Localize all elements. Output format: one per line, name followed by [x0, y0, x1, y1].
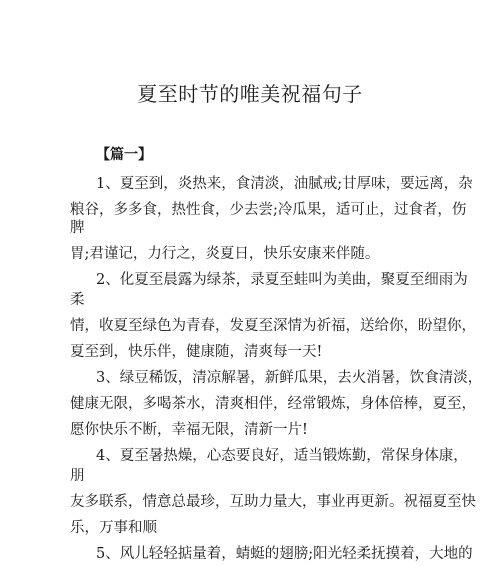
document-title: 夏至时节的唯美祝福句子: [137, 82, 363, 106]
paragraph-line: 5、风儿轻轻掂量着，蜻蜓的翅膀;阳光轻柔抚摸着，大地的: [96, 546, 473, 562]
paragraph-line: 柔: [70, 292, 85, 308]
paragraph-line: 乐，万事和顺: [70, 520, 157, 536]
paragraph-line: 胃;君谨记，力行之，炎夏日，快乐安康来伴随。: [70, 246, 380, 262]
section-heading: 【篇一】: [96, 147, 152, 163]
paragraph-line: 愿你快乐不断，幸福无限，清新一片!: [70, 422, 308, 438]
paragraph-line: 夏至到，快乐伴，健康随，清爽每一天!: [70, 344, 323, 360]
paragraph-line: 粮谷，多多食，热性食，少去尝;冷瓜果，适可止，过食者，伤: [70, 202, 467, 218]
paragraph-line: 情，收夏至绿色为青春，发夏至深情为祈福，送给你，盼望你，: [70, 318, 476, 334]
paragraph-line: 朋: [70, 468, 85, 484]
paragraph-line: 3、绿豆稀饭，清凉解暑，新鲜瓜果，去火消暑，饮食清淡，: [96, 370, 483, 386]
paragraph-line: 4、夏至暑热燥，心态要良好，适当锻炼勤，常保身体康，: [96, 448, 468, 464]
paragraph-line: 健康无限，多喝茶水，清爽相伴，经常锻炼，身体倍棒，夏至，: [70, 396, 476, 412]
paragraph-line: 友多联系，情意总最珍，互助力量大，事业再更新。祝福夏至快: [70, 494, 476, 510]
paragraph-line: 2、化夏至晨露为绿茶，录夏至蛙叫为美曲，聚夏至细雨为: [96, 272, 468, 288]
paragraph-line: 脾: [70, 220, 85, 236]
paragraph-line: 1、夏至到，炎热来，食清淡，油腻戒;甘厚味，要远离，杂: [96, 176, 473, 192]
